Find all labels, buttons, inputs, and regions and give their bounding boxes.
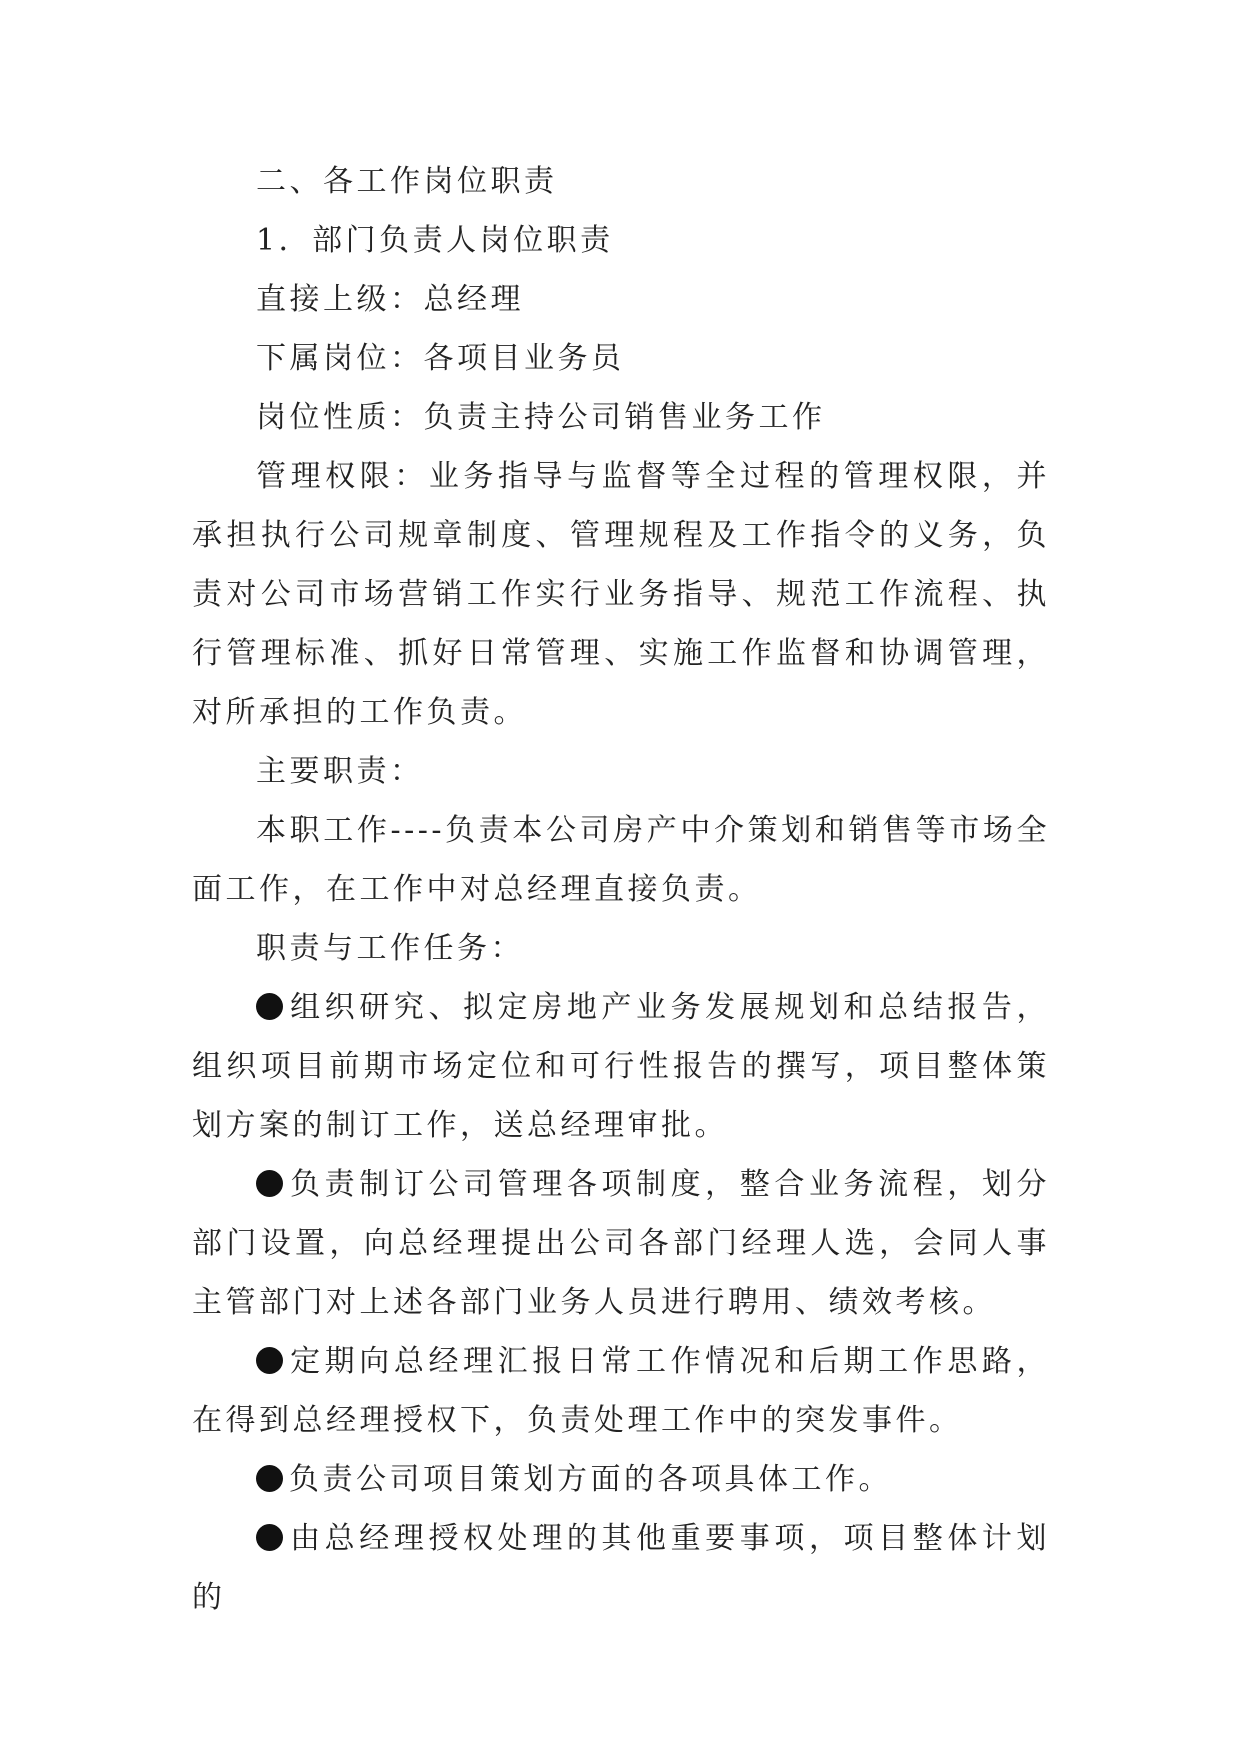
bullet-dot-icon [256,1524,283,1551]
bullet-text: 负责公司项目策划方面的各项具体工作。 [289,1462,892,1497]
bullet-item-4 [192,1450,1050,1509]
direct-superior-line: 直接上级：总经理 [256,282,524,317]
core-work-paragraph: 本职工作----负责本公司房产中介策划和销售等市场全面工作，在工作中对总经理直接负责。 [192,813,1050,907]
bullet-text: 组织研究、拟定房地产业务发展规划和总结报告，组织项目前期市场定位和可行性报告的撰写，项目整体策划方案的制订工作，送总经理审批。 [192,990,1050,1143]
bullet-dot-icon [256,993,283,1020]
bullet-item-1 [192,978,1050,1155]
document-body [192,152,1050,1627]
bullet-text: 由总经理授权处理的其他重要事项，项目整体计划的 [192,1521,1050,1615]
position-nature-line: 岗位性质：负责主持公司销售业务工作 [256,400,826,435]
section-heading: 二、各工作岗位职责 [256,164,558,199]
bullet-item-3 [192,1332,1050,1450]
bullet-text: 负责制订公司管理各项制度，整合业务流程，划分部门设置，向总经理提出公司各部门经理人选，会同人事主管部门对上述各部门业务人员进行聘用、绩效考核。 [192,1167,1050,1320]
bullet-text: 定期向总经理汇报日常工作情况和后期工作思路，在得到总经理授权下，负责处理工作中的突发事件。 [192,1344,1050,1438]
management-authority-paragraph: 管理权限：业务指导与监督等全过程的管理权限，并承担执行公司规章制度、管理规程及工作指令的义务，负责对公司市场营销工作实行业务指导、规范工作流程、执行管理标准、抓好日常管理、实施工作监督和协调管理，对所承担的工作负责。 [192,459,1050,730]
subordinate-positions-line: 下属岗位：各项目业务员 [256,341,625,376]
bullet-dot-icon [256,1347,283,1374]
bullet-item-2 [192,1155,1050,1332]
duties-tasks-label: 职责与工作任务： [256,931,524,966]
main-duties-label: 主要职责： [256,754,424,789]
bullet-dot-icon [256,1465,283,1492]
bullet-item-5 [192,1509,1050,1627]
bullet-dot-icon [256,1170,283,1197]
subsection-heading: 1．部门负责人岗位职责 [256,223,614,258]
